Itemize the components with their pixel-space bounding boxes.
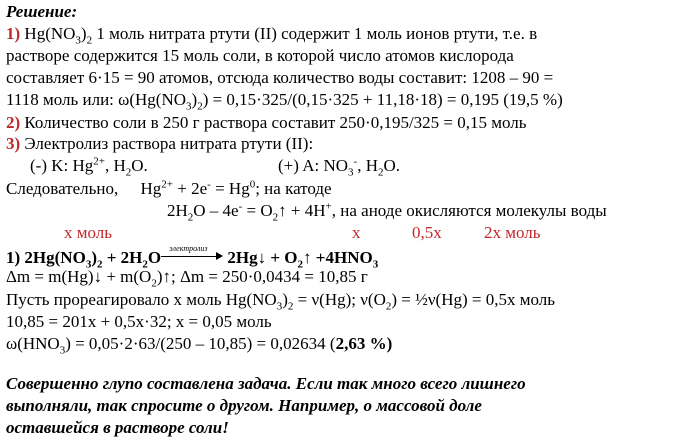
moles-05x: 0,5x [412,223,442,242]
electrolysis-arrow-icon: электролиз [161,245,223,263]
moles-x-o2: x [352,223,361,242]
cathode-equation: Следовательно, $Hg^{2+} + 2e^- = Hg^0$; на катоде [6,178,332,198]
step2-number: 2) [6,113,21,132]
step3-line: 3) Электролиз раствора нитрата ртути (II): [6,134,314,153]
step1-line3: составляет 6·15 = 90 атомов, отсюда количество воды составит: 1208 – 90 = [6,68,554,87]
step1-line1: 1) $Hg(NO_3)_2$ 1 моль нитрата ртути (II) содержит 1 моль ионов ртути, т.е. в [6,24,538,47]
step2-line: 2) Количество соли в 250 г раствора составит 250·0,195/325 = 0,15 моль [6,113,527,132]
cathode-ions: (-) K: $Hg^{2+}$, $H_2O$. [30,155,148,179]
calculation-line: 10,85 = 201x + 0,5x·32; x = 0,05 моль [6,312,272,331]
step1-number: 1) [6,24,21,43]
step1-line2: растворе содержится 15 моль соли, в которой число атомов кислорода [6,46,514,65]
step3-number: 3) [6,134,21,153]
moles-x: x моль [64,223,113,242]
comment-line1: Совершенно глупо составлена задача. Если так много всего лишнего [6,374,526,393]
comment-line2: выполняли, так спросите о другом. Например, о массовой доле [6,396,482,415]
moles-2x: 2x моль [484,223,541,242]
anode-ions: (+) A: $NO_3^-$, $H_2O$. [278,155,401,179]
comment-line3: оставшейся в растворе соли! [6,418,229,437]
solution-title: Решение: [6,2,78,21]
result-line: $\omega(HNO_3) = 0,05\cdot 2\cdot 63/(250 - 10,85) = 0,02634$ (2,63 %) [6,334,393,357]
reacted-amount-line: Пусть прореагировало x моль $Hg(NO_3)_2 = \nu(Hg)$; $\nu(O_2)$ = ½ν(Hg) = 0,5x моль [6,290,556,313]
mass-change-line: Δm = m(Hg)↓ + $m(O_2)↑$; Δm = 250·0,0434 = 10,85 г [6,267,368,290]
reaction-equation: 1) $2Hg(NO_3)_2 + 2H_2O$ электролиз 2Hg↓ + $O_2↑ +4HNO_3$ [6,244,379,271]
step1-line4: 1118 моль или: $\omega(Hg(NO_3)_2) = 0,15\cdot 325/(0,15\cdot 325 + 11,18\cdot 18) = 0,195$ (19,5 %) [6,90,563,113]
anode-equation: $2H_2O - 4e^-$ = $O_2↑ + 4H^+$, на аноде окисляются молекулы воды [167,200,607,224]
